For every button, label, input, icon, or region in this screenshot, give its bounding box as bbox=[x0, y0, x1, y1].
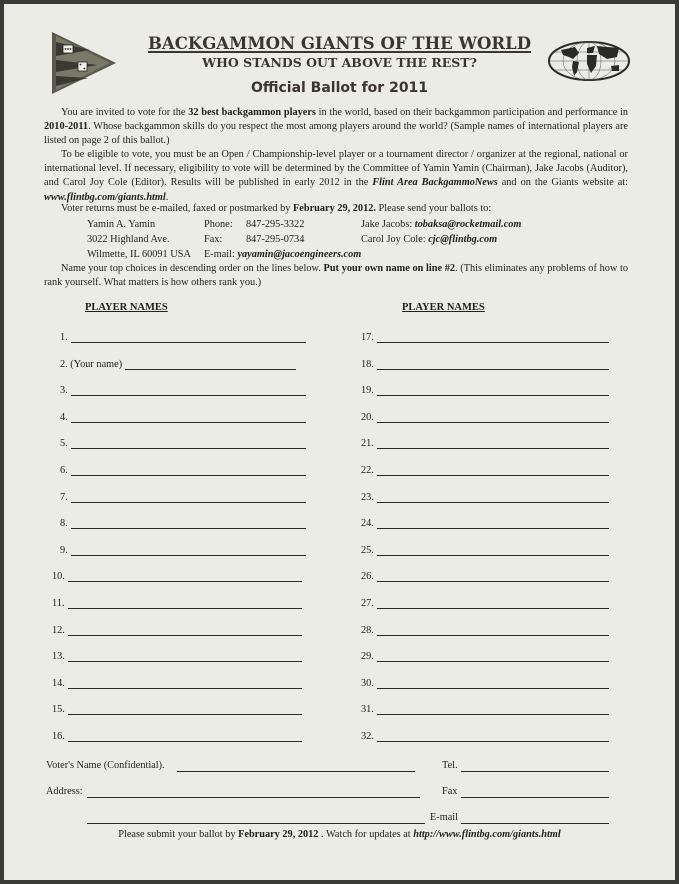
player-name-field[interactable] bbox=[71, 516, 306, 529]
player-rank-row bbox=[361, 490, 609, 503]
address-line-2-field[interactable] bbox=[87, 822, 425, 824]
player-rank-row bbox=[60, 357, 296, 370]
contact-numbers: Phone: 847-295-3322 Fax: 847-295-0734 E-mail: yayamin@jacoengineers.com bbox=[204, 219, 362, 260]
rank-number: 23. bbox=[361, 491, 374, 503]
player-rank-row bbox=[361, 516, 609, 529]
player-rank-row bbox=[60, 463, 306, 476]
eligibility-paragraph: To be eligible to vote, you must be an Open / Championship-level player or a tournament director / organizer at the regional, national or international level. If necessary, eligibility to vote will be determined by the Committee of Yamin Yamin (Chairman), Jake Jacobs (Auditor), and Carol Joy Cole (Editor). Results will be published in early 2012 in the Flint Area BackgammoNews and on the Giants website at: www.flintbg.com/giants.html. bbox=[44, 149, 628, 203]
rank-number: 11. bbox=[52, 598, 65, 609]
player-name-field[interactable] bbox=[377, 516, 609, 529]
rank-number: 18. bbox=[361, 358, 374, 370]
player-name-field[interactable] bbox=[71, 410, 306, 423]
player-name-field[interactable] bbox=[377, 543, 609, 556]
player-name-field[interactable] bbox=[68, 729, 302, 742]
carol-email-link[interactable]: cjc@flintbg.com bbox=[428, 233, 498, 245]
instructions-paragraph: Name your top choices in descending order on the lines below. Put your own name on line #2. (This eliminates any problems of how to rank yourself. What matters is how others rank you.) bbox=[44, 263, 629, 289]
player-rank-row bbox=[361, 569, 609, 582]
player-name-field[interactable] bbox=[377, 410, 609, 423]
player-name-field[interactable] bbox=[377, 596, 609, 609]
address-field[interactable] bbox=[87, 796, 420, 798]
jake-email-link[interactable]: tobaksa@rocketmail.com bbox=[414, 219, 522, 230]
rank-number: 2. (Your name) bbox=[60, 358, 123, 370]
player-name-field[interactable] bbox=[71, 383, 306, 396]
contact-street: 3022 Highland Ave. bbox=[87, 233, 170, 245]
email-field[interactable] bbox=[461, 822, 609, 824]
player-rank-row bbox=[361, 410, 609, 423]
player-name-field[interactable] bbox=[68, 623, 302, 636]
player-rank-row bbox=[361, 436, 609, 449]
player-name-field[interactable] bbox=[71, 330, 306, 343]
address-label: Address: bbox=[46, 786, 83, 797]
rank-number: 13. bbox=[52, 651, 65, 663]
player-name-field[interactable] bbox=[377, 676, 609, 689]
player-rank-row bbox=[52, 596, 302, 609]
contact-address bbox=[87, 218, 191, 262]
rank-number: 31. bbox=[361, 704, 374, 716]
player-rank-row bbox=[361, 702, 609, 715]
player-rank-row bbox=[60, 330, 306, 343]
rank-number: 29. bbox=[361, 651, 374, 663]
rank-number: 24. bbox=[361, 518, 374, 530]
player-rank-row bbox=[361, 383, 609, 396]
player-name-field[interactable] bbox=[377, 623, 609, 636]
contact-name: Yamin A. Yamin bbox=[87, 219, 156, 230]
player-name-field[interactable] bbox=[377, 490, 609, 503]
contact-email-link[interactable]: yayamin@jacoengineers.com bbox=[237, 248, 362, 260]
player-rank-row bbox=[52, 676, 302, 689]
player-name-field[interactable] bbox=[125, 357, 296, 370]
player-name-field[interactable] bbox=[68, 676, 302, 689]
player-rank-row bbox=[361, 330, 609, 343]
rank-number: 26. bbox=[361, 571, 374, 583]
right-column-header: PLAYER NAMES bbox=[402, 302, 485, 313]
email-label: E-mail bbox=[430, 812, 459, 823]
rank-number: 1. bbox=[60, 332, 68, 343]
player-rank-row bbox=[52, 729, 302, 742]
rank-number: 25. bbox=[361, 544, 374, 556]
player-name-field[interactable] bbox=[68, 569, 302, 582]
ballot-title: Official Ballot for 2011 bbox=[250, 80, 429, 96]
player-name-field[interactable] bbox=[377, 569, 609, 582]
player-rank-row bbox=[60, 436, 306, 449]
player-rank-row bbox=[361, 357, 609, 370]
rank-number: 32. bbox=[361, 731, 374, 742]
player-name-field[interactable] bbox=[377, 436, 609, 449]
tel-label: Tel. bbox=[442, 760, 458, 771]
contact-fax: 847-295-0734 bbox=[246, 233, 305, 245]
rank-number: 10. bbox=[52, 571, 65, 583]
player-rank-row bbox=[60, 383, 306, 396]
player-rank-row bbox=[52, 649, 302, 662]
deadline-paragraph: Voter returns must be e-mailed, faxed or postmarked by February 29, 2012. Please send your ballots to: bbox=[61, 203, 492, 214]
player-name-field[interactable] bbox=[377, 330, 609, 343]
giants-website-link[interactable]: http://www.flintbg.com/giants.html bbox=[413, 829, 561, 840]
globe-icon bbox=[547, 40, 631, 82]
tel-field[interactable] bbox=[461, 770, 609, 772]
rank-number: 4. bbox=[60, 411, 68, 423]
fax-field[interactable] bbox=[461, 796, 609, 798]
rank-number: 20. bbox=[361, 411, 374, 423]
player-name-field[interactable] bbox=[377, 729, 609, 742]
rank-number: 3. bbox=[60, 385, 68, 397]
intro-paragraph: You are invited to vote for the 32 best backgammon players in the world, based on their backgammon participation and performance in 2010-2011. Whose backgammon skills do you respect the most among players around the world? (Sample names of international players are listed on page 2 of this ballot.) bbox=[44, 107, 628, 147]
rank-number: 8. bbox=[60, 518, 68, 530]
contact-city: Wilmette, IL 60091 USA bbox=[87, 248, 191, 260]
player-rank-row bbox=[361, 543, 609, 556]
player-rank-row bbox=[60, 543, 306, 556]
rank-number: 6. bbox=[60, 465, 68, 476]
player-rank-row bbox=[60, 410, 306, 423]
voter-name-field[interactable] bbox=[177, 770, 415, 772]
player-rank-row bbox=[60, 516, 306, 529]
player-name-field[interactable] bbox=[377, 357, 609, 370]
player-rank-row bbox=[52, 569, 302, 582]
rank-number: 5. bbox=[60, 438, 68, 450]
rank-number: 22. bbox=[361, 465, 374, 476]
contact-phone: 847-295-3322 bbox=[246, 219, 305, 230]
player-rank-row bbox=[52, 702, 302, 715]
player-rank-row bbox=[361, 649, 609, 662]
rank-number: 16. bbox=[52, 731, 65, 742]
rank-number: 30. bbox=[361, 677, 374, 689]
player-rank-row bbox=[361, 623, 609, 636]
voter-name-label: Voter's Name (Confidential). bbox=[46, 760, 165, 771]
player-name-field[interactable] bbox=[71, 543, 306, 556]
player-name-field[interactable] bbox=[68, 649, 302, 662]
player-rank-row bbox=[60, 490, 306, 503]
rank-number: 28. bbox=[361, 624, 374, 636]
rank-number: 17. bbox=[361, 332, 374, 343]
subtitle: WHO STANDS OUT ABOVE THE REST? bbox=[202, 55, 477, 70]
player-name-field[interactable] bbox=[71, 436, 306, 449]
player-name-field[interactable] bbox=[71, 463, 306, 476]
player-name-field[interactable] bbox=[68, 702, 302, 715]
committee-contacts: Jake Jacobs: tobaksa@rocketmail.com Carol Joy Cole: cjc@flintbg.com bbox=[361, 219, 522, 245]
left-column-header: PLAYER NAMES bbox=[85, 302, 168, 313]
rank-number: 19. bbox=[361, 385, 374, 397]
player-rank-row bbox=[361, 463, 609, 476]
player-rank-row bbox=[52, 623, 302, 636]
player-name-field[interactable] bbox=[377, 383, 609, 396]
player-name-field[interactable] bbox=[71, 490, 306, 503]
footer-note: Please submit your ballot by February 29, 2012 . Watch for updates at http://www.flintbg.com/giants.html bbox=[118, 829, 561, 840]
rank-number: 21. bbox=[361, 438, 374, 450]
rank-number: 14. bbox=[52, 677, 65, 689]
player-rank-row bbox=[361, 729, 609, 742]
player-name-field[interactable] bbox=[377, 702, 609, 715]
player-name-field[interactable] bbox=[377, 649, 609, 662]
fax-label: Fax bbox=[442, 786, 458, 797]
title: BACKGAMMON GIANTS OF THE WORLD bbox=[147, 34, 532, 53]
rank-number: 7. bbox=[60, 491, 68, 503]
player-name-field[interactable] bbox=[377, 463, 609, 476]
rank-number: 27. bbox=[361, 598, 374, 609]
rank-number: 15. bbox=[52, 704, 65, 716]
rank-number: 12. bbox=[52, 624, 65, 636]
player-rank-row bbox=[361, 676, 609, 689]
player-rank-row bbox=[361, 596, 609, 609]
rank-number: 9. bbox=[60, 544, 68, 556]
player-name-field[interactable] bbox=[68, 596, 303, 609]
